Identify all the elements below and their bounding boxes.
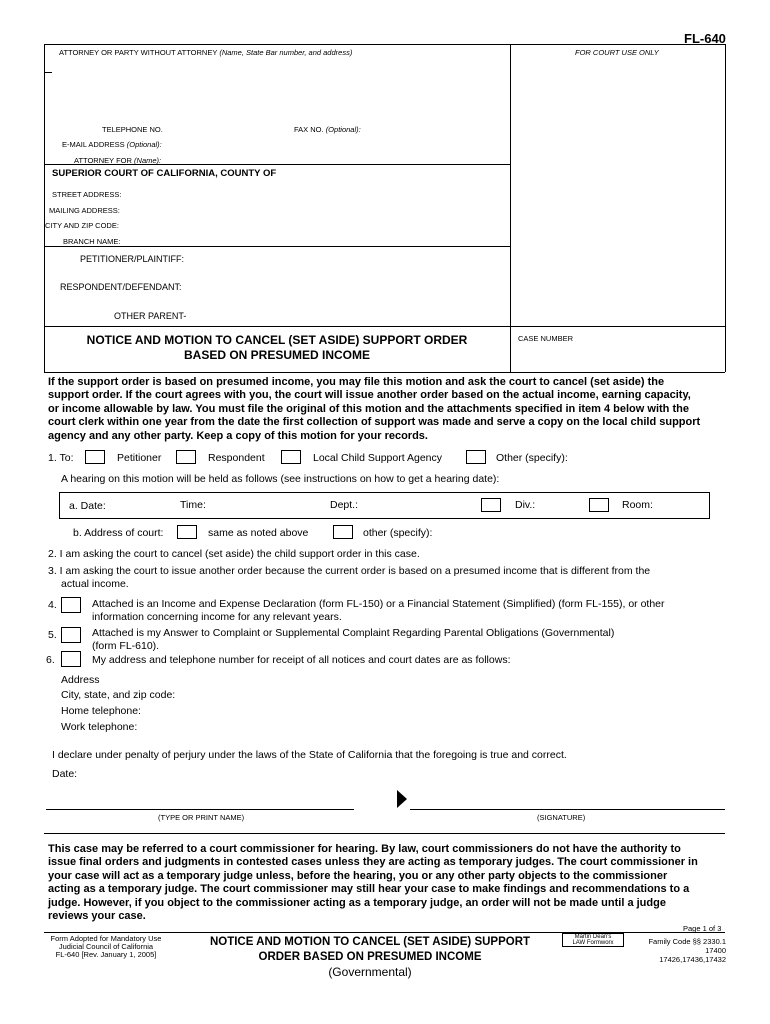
dept-checkbox[interactable]: [481, 498, 501, 512]
home-telephone-label: Home telephone:: [61, 705, 141, 717]
adoption-info: Form Adopted for Mandatory Use Judicial Council of California FL-640 [Rev. January 1, 2005]: [50, 934, 162, 959]
agency-option: Local Child Support Agency: [313, 452, 442, 464]
other-party-option: Other (specify):: [496, 452, 568, 464]
item6-line1: My address and telephone number for receipt of all notices and court dates are as follows:: [92, 654, 511, 666]
item5-number: 5.: [48, 629, 57, 641]
signature-caption: (SIGNATURE): [537, 813, 586, 822]
email-label: E-MAIL ADDRESS (Optional):: [62, 140, 162, 149]
city-zip-label: CITY AND ZIP CODE:: [45, 221, 119, 230]
other-parent-label: OTHER PARENT-: [114, 311, 187, 321]
footer-title: NOTICE AND MOTION TO CANCEL (SET ASIDE) SUPPORT ORDER BASED ON PRESUMED INCOME (Governmental): [209, 936, 531, 979]
item4-line1: Attached is an Income and Expense Declaration (form FL-150) or a Financial Statement (Simplified) (form FL-155), or other: [92, 598, 665, 610]
div-checkbox[interactable]: [589, 498, 609, 512]
item5-line1: Attached is my Answer to Complaint or Supplemental Complaint Regarding Parental Obligations (Governmental): [92, 627, 615, 639]
court-use-label: FOR COURT USE ONLY: [575, 48, 659, 57]
commissioner-notice: This case may be referred to a court commissioner for hearing. By law, court commissioners do not have the authority to issue final orders and judgments in contested cases unless they are acting as temporary judges. The court commissioner in your case will act as a temporary judge unless, before the hearing, you or any other party objects to the commissioner acting as a temporary judge. The court commissioner may still hear your case to make findings and recommendations to a judge. However, if you object to the commissioner acting as a temporary judge, an order will not be made until a judge reviews your case.: [48, 843, 698, 923]
type-name-caption: (TYPE OR PRINT NAME): [158, 813, 245, 822]
name-line: [46, 809, 354, 810]
hearing-dept-label: Dept.:: [330, 499, 359, 511]
fax-label: FAX NO. (Optional):: [294, 125, 361, 134]
city-state-zip-label: City, state, and zip code:: [61, 689, 176, 701]
item3-line1: 3. I am asking the court to issue another order because the current order is based on a presumed income that is different from the: [48, 565, 651, 577]
petitioner-option: Petitioner: [117, 452, 162, 464]
same-address-option: same as noted above: [208, 527, 309, 539]
hearing-box: [59, 492, 710, 519]
attorney-label: ATTORNEY OR PARTY WITHOUT ATTORNEY (Name, State Bar number, and address): [59, 48, 353, 57]
case-number-label: CASE NUMBER: [518, 334, 574, 343]
attorney-for-label: ATTORNEY FOR (Name):: [74, 156, 162, 165]
form-title: NOTICE AND MOTION TO CANCEL (SET ASIDE) SUPPORT ORDER BASED ON PRESUMED INCOME: [86, 333, 468, 362]
declaration-date-label: Date:: [52, 768, 78, 780]
respondent-checkbox[interactable]: [176, 450, 196, 464]
address-label: Address: [61, 674, 100, 686]
page-number: Page 1 of 3: [683, 924, 722, 933]
code-reference: Family Code §§ 2330.1 17400 17426,17436,17432: [648, 937, 726, 964]
hearing-note: A hearing on this motion will be held as follows (see instructions on how to get a hearing date):: [61, 473, 500, 485]
court-title: SUPERIOR COURT OF CALIFORNIA, COUNTY OF: [52, 168, 277, 179]
intro-paragraph: If the support order is based on presumed income, you may file this motion and ask the court to cancel (set aside) the support order. If the court agrees with you, the court will issue another order based on the actual income, earning capacity, or income allowable by law. You must file the original of this motion and the attachments specified in item 4 below with the court clerk within one year from the date the first collection of support was made and serve a copy on the local child support agency and any other party. Keep a copy of this motion for your records.: [48, 376, 701, 442]
item4-number: 4.: [48, 599, 57, 611]
item6-checkbox[interactable]: [61, 651, 81, 667]
margin-mark: [44, 72, 52, 73]
telephone-label: TELEPHONE NO.: [102, 125, 163, 134]
hearing-date-label: a. Date:: [69, 500, 106, 512]
item5-checkbox[interactable]: [61, 627, 81, 643]
item2-text: 2. I am asking the court to cancel (set aside) the child support order in this case.: [48, 548, 420, 560]
branch-label: BRANCH NAME:: [63, 237, 121, 246]
other-party-checkbox[interactable]: [466, 450, 486, 464]
item4-line2: information concerning income for any relevant years.: [92, 611, 342, 623]
hearing-time-label: Time:: [180, 499, 206, 511]
form-number: FL-640: [684, 31, 726, 46]
other-address-checkbox[interactable]: [333, 525, 353, 539]
signature-arrow-icon: [397, 790, 407, 808]
work-telephone-label: Work telephone:: [61, 721, 138, 733]
hearing-room-label: Room:: [622, 499, 653, 511]
other-address-option: other (specify):: [363, 527, 433, 539]
petitioner-label: PETITIONER/PLAINTIFF:: [80, 254, 185, 264]
signature-line: [410, 809, 725, 810]
item6-number: 6.: [46, 654, 55, 666]
item5-line2: (form FL-610).: [92, 640, 160, 652]
street-label: STREET ADDRESS:: [52, 190, 122, 199]
address-of-court-label: b. Address of court:: [73, 527, 164, 539]
respondent-label: RESPONDENT/DEFENDANT:: [60, 282, 182, 292]
agency-checkbox[interactable]: [281, 450, 301, 464]
mailing-label: MAILING ADDRESS:: [49, 206, 120, 215]
same-address-checkbox[interactable]: [177, 525, 197, 539]
item1-label: 1. To:: [48, 452, 74, 464]
respondent-option: Respondent: [208, 452, 265, 464]
declaration-text: I declare under penalty of perjury under the laws of the State of California that the foregoing is true and correct.: [52, 749, 567, 761]
item3-line2: actual income.: [61, 578, 129, 590]
hearing-div-label: Div.:: [515, 499, 536, 511]
item4-checkbox[interactable]: [61, 597, 81, 613]
petitioner-checkbox[interactable]: [85, 450, 105, 464]
formworx-stamp: Martin Dean's LAW Formworx: [562, 933, 624, 947]
section-divider: [44, 833, 725, 834]
